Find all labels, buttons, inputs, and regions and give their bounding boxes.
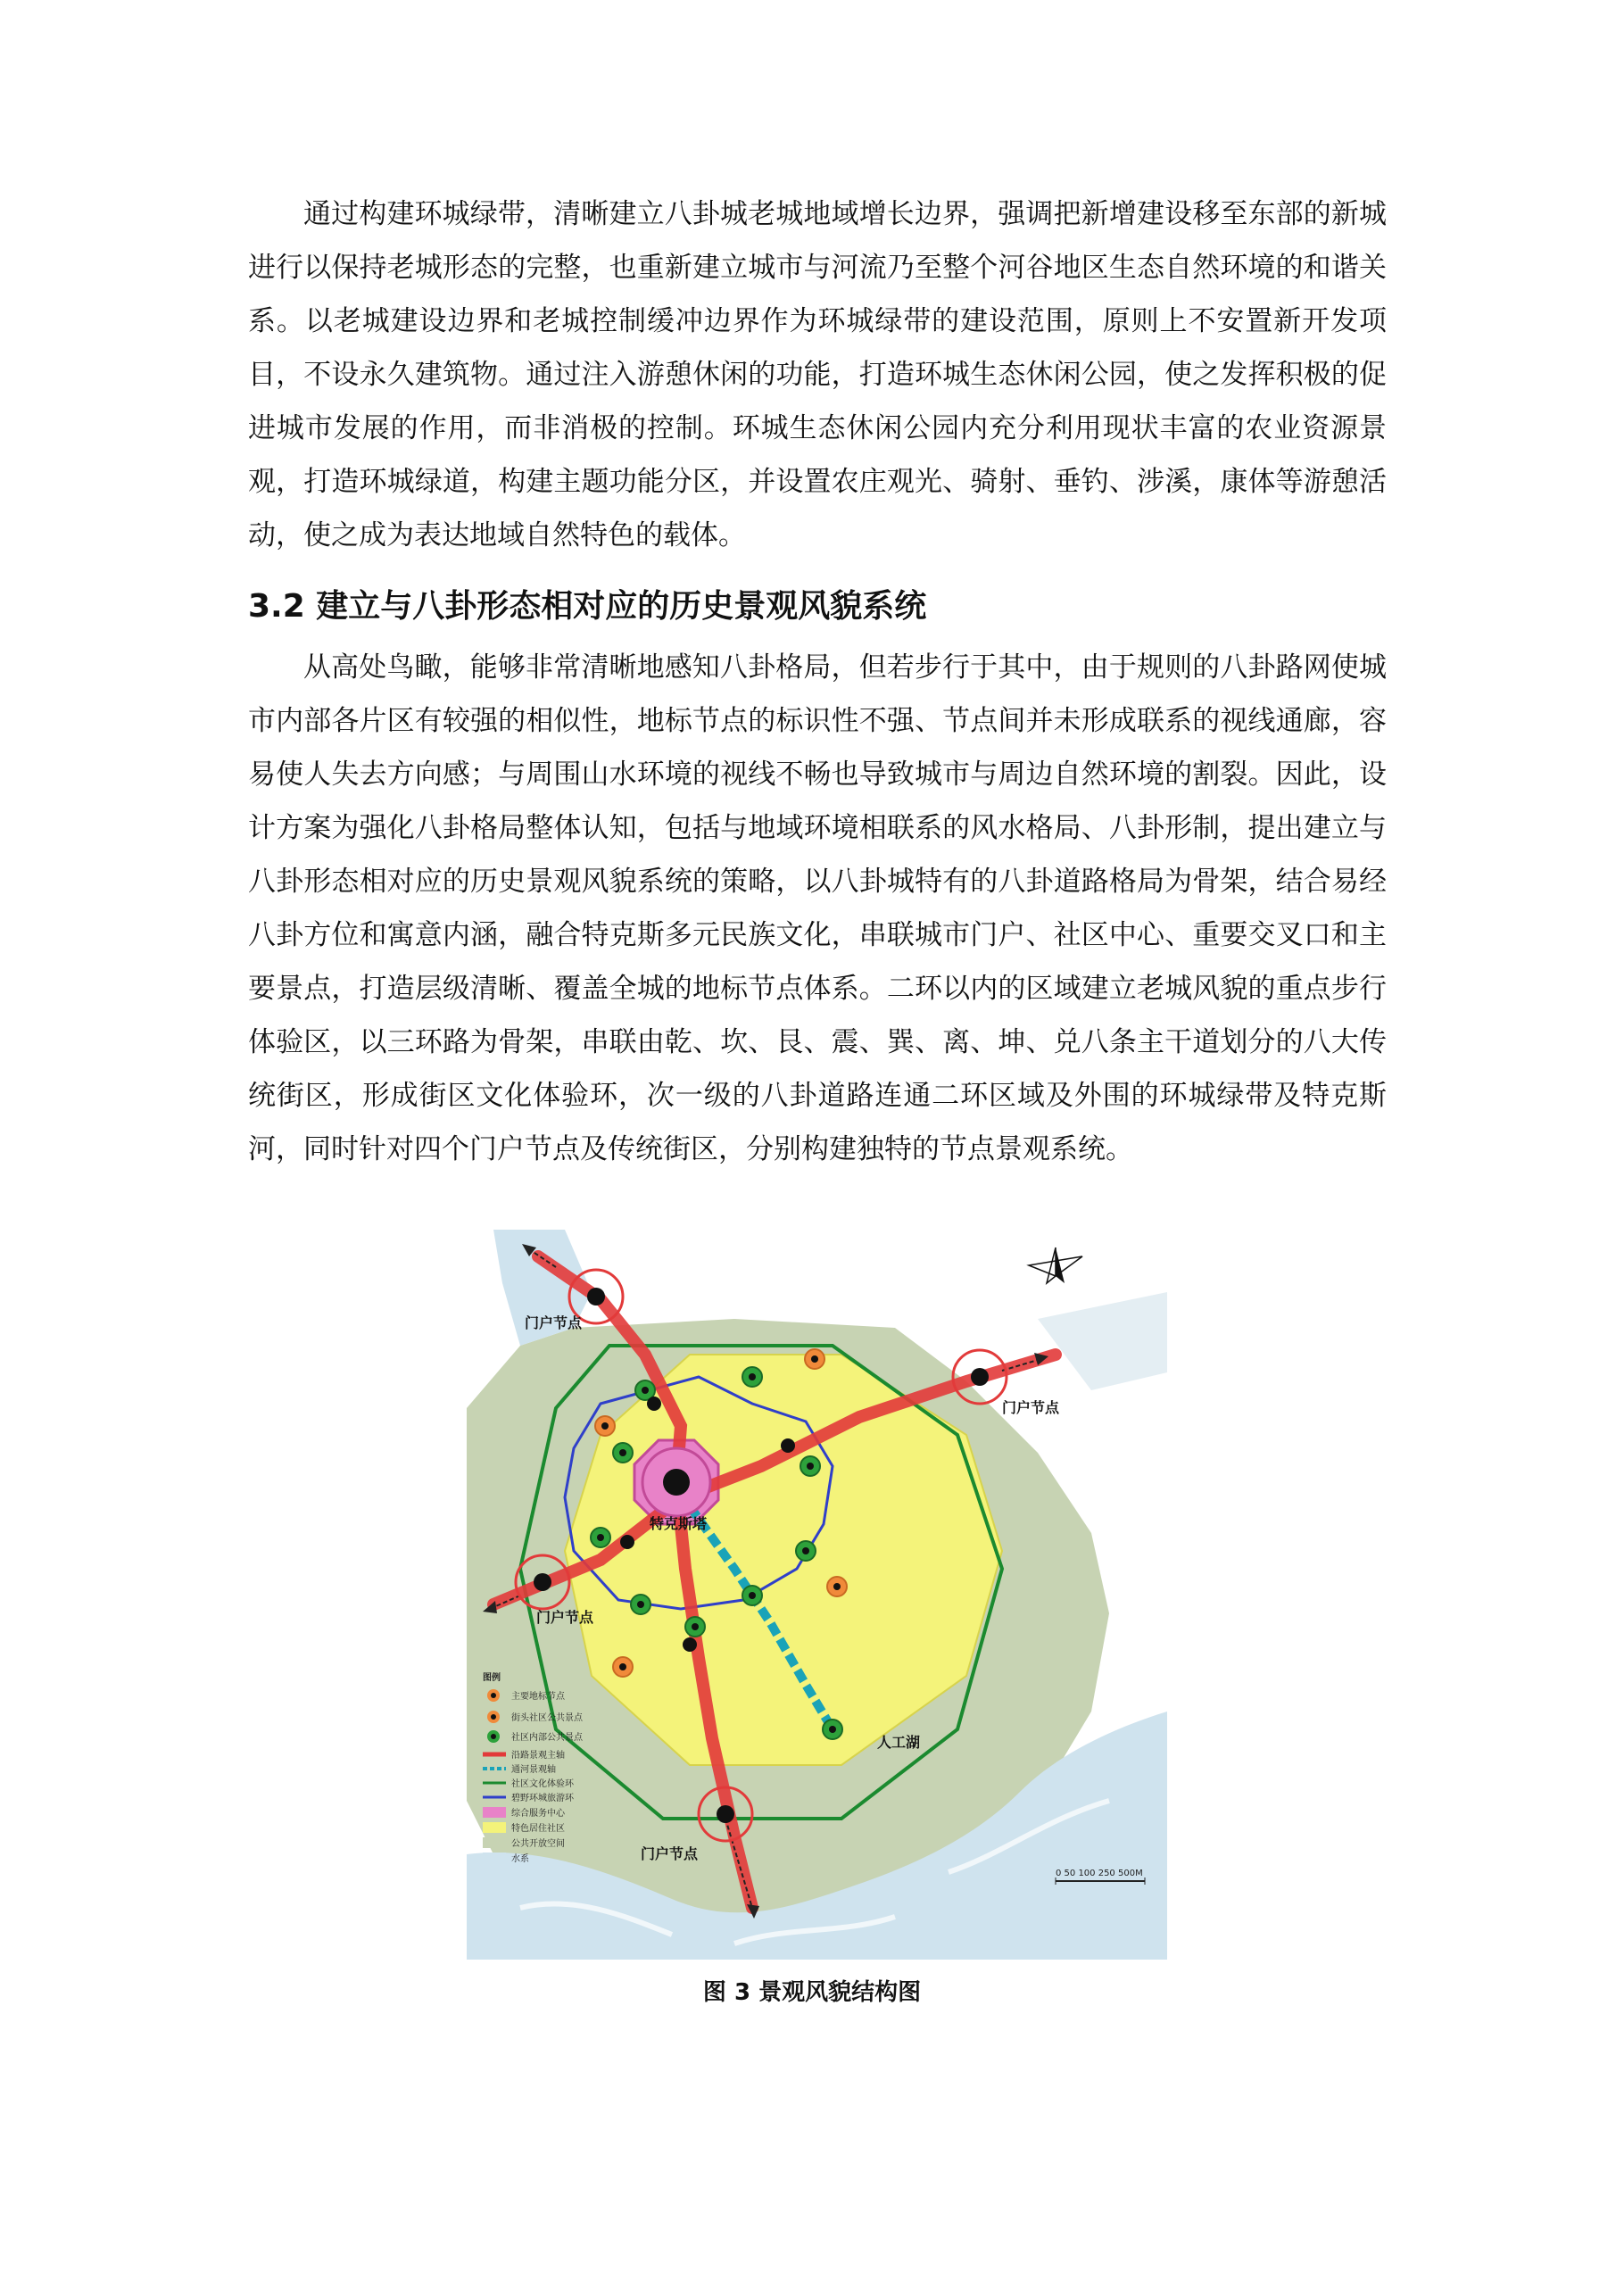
legend-item: 综合服务中心 [511, 1809, 565, 1819]
legend-title: 图例 [483, 1673, 501, 1683]
label-gate-nw: 门户节点 [525, 1314, 583, 1331]
legend-item: 特色居住社区 [511, 1824, 565, 1834]
legend-item: 街头社区公共景点 [511, 1713, 583, 1723]
scale-text: 0 50 100 250 500M [1056, 1869, 1143, 1878]
label-center-tower: 特克斯塔 [650, 1515, 708, 1532]
label-artificial-lake: 人工湖 [877, 1734, 921, 1751]
legend-item: 社区内部公共景点 [511, 1733, 583, 1743]
paragraph-green-belt: 通过构建环城绿带，清晰建立八卦城老城地域增长边界，强调把新增建设移至东部的新城进行以保持老城形态的完整，也重新建立城市与河流乃至整个河谷地区生态自然环境的和谐关系。以老城建设边界和老城控制缓冲边界作为环城绿带的建设范围，原则上不安置新开发项目，不设永久建筑物。通过注入游憩休闲的功能，打造环城生态休闲公园，使之发挥积极的促进城市发展的作用，而非消极的控制。环城生态休闲公园内充分利用现状丰富的农业资源景观，打造环城绿道，构建主题功能分区，并设置农庄观光、骑射、垂钓、涉溪，康体等游憩活动，使之成为表达地域自然特色的载体。 [248, 198, 1387, 551]
legend-item: 水系 [511, 1854, 529, 1864]
legend-item: 通河景观轴 [511, 1765, 556, 1775]
label-gate-s: 门户节点 [641, 1845, 699, 1862]
legend-item: 社区文化体验环 [511, 1779, 574, 1789]
figure-caption: 图 3 景观风貌结构图 [702, 1979, 922, 2006]
label-gate-ne: 门户节点 [1002, 1399, 1060, 1416]
paragraph-landscape-system: 从高处鸟瞰，能够非常清晰地感知八卦格局，但若步行于其中，由于规则的八卦路网使城市内部各片区有较强的相似性，地标节点的标识性不强、节点间并未形成联系的视线通廊，容易使人失去方向感；与周围山水环境的视线不畅也导致城市与周边自然环境的割裂。因此，设计方案为强化八卦格局整体认知，包括与地域环境相联系的风水格局、八卦形制，提出建立与八卦形态相对应的历史景观风貌系统的策略，以八卦城特有的八卦道路格局为骨架，结合易经八卦方位和寓意内涵，融合特克斯多元民族文化，串联城市门户、社区中心、重要交叉口和主要景点，打造层级清晰、覆盖全城的地标节点体系。二环以内的区域建立老城风貌的重点步行体验区，以三环路为骨架，串联由乾、坎、艮、震、巽、离、坤、兑八条主干道划分的八大传统街区，形成街区文化体验环，次一级的八卦道路连通二环区域及外围的环城绿带及特克斯河，同时针对四个门户节点及传统街区，分别构建独特的节点景观系统。 [248, 651, 1387, 1165]
legend-item: 碧野环城旅游环 [511, 1794, 574, 1803]
label-gate-w: 门户节点 [536, 1609, 594, 1626]
center-landmark [642, 1448, 710, 1516]
landscape-structure-map [467, 1230, 1167, 1960]
legend-item: 沿路景观主轴 [511, 1751, 565, 1761]
section-heading: 3.2 建立与八卦形态相对应的历史景观风貌系统 [248, 588, 927, 625]
legend-item: 公共开放空间 [511, 1839, 565, 1849]
legend-item: 主要地标节点 [511, 1692, 565, 1702]
